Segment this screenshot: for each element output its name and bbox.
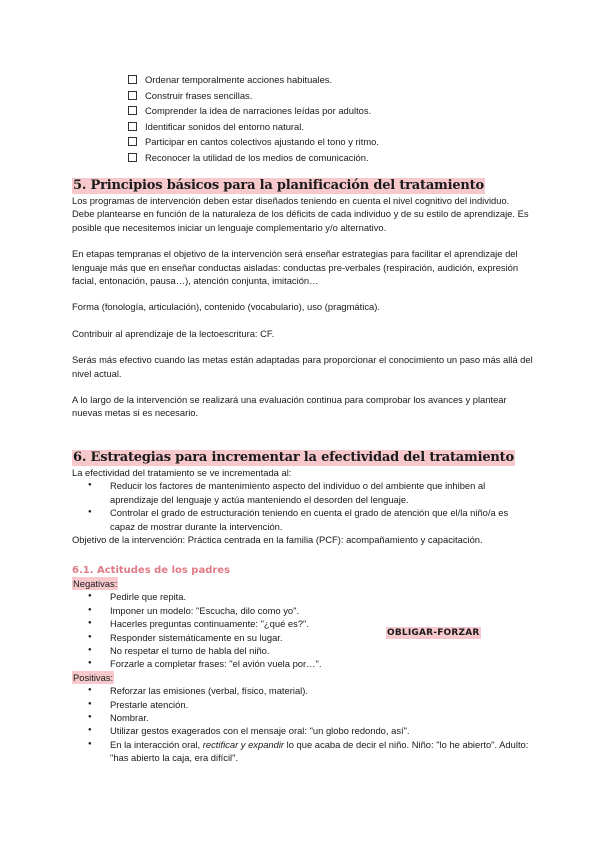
section-5-heading: 5. Principios básicos para la planificación del tratamiento	[73, 178, 484, 193]
section-6-intro: La efectividad del tratamiento se ve incrementada al:	[72, 467, 292, 478]
section-6-1-heading: 6.1. Actitudes de los padres	[72, 565, 231, 576]
list-item: ● No respetar el turno de habla del niño.	[72, 644, 534, 657]
checklist-item[interactable]	[128, 150, 448, 166]
positives-list	[72, 684, 534, 764]
checklist-item-text: Identificar sonidos del entorno natural.	[145, 120, 304, 132]
negatives-label: Negativas:	[73, 578, 118, 589]
checklist-item-text: Ordenar temporalmente acciones habituales.	[145, 74, 333, 86]
list-item: ● Imponer un modelo: "Escucha, dilo como yo".	[72, 604, 534, 617]
checklist-item-text: Comprender la idea de narraciones leídas por adultos.	[145, 105, 372, 117]
checklist-item-text: Participar en cantos colectivos ajustando el tono y ritmo.	[145, 136, 379, 148]
emphasis-text: rectificar y expandir	[202, 738, 285, 750]
section-5-paragraph: A lo largo de la intervención se realizará una evaluación continua para comprobar los avances y plantear nuevas metas si es necesario.	[72, 394, 507, 419]
section-6-objective: Objetivo de la intervención: Práctica centrada en la familia (PCF): acompañamiento y capacitación.	[72, 534, 483, 546]
list-item: ● Hacerles preguntas continuamente: "¿qué es?".	[72, 617, 534, 630]
list-item	[72, 738, 534, 765]
list-item: ● Prestarle atención.	[72, 698, 534, 711]
section-5-paragraph: Serás más efectivo cuando las metas están adaptadas para proporcionar el conocimiento un paso más allá del nivel actual.	[72, 354, 533, 379]
list-item: ● Reducir los factores de mantenimiento aspecto del individuo o del ambiente que inhiben al aprendizaje del lenguaje y actúa manteniendo el desorden del lenguaje.	[72, 479, 534, 506]
list-item: ● Pedirle que repita.	[72, 590, 534, 603]
section-5-paragraph: Contribuir al aprendizaje de la lectoescritura: CF.	[72, 327, 275, 339]
obligar-forzar-note: OBLIGAR-FORZAR	[387, 628, 480, 638]
section-6-bullet-list	[72, 479, 534, 533]
list-item: ● Reforzar las emisiones (verbal, físico, material).	[72, 684, 534, 697]
list-item: ● Controlar el grado de estructuración teniendo en cuenta el grado de atención que el/la niño/a es capaz de mostrar durante la intervención.	[72, 506, 534, 533]
section-6-1	[72, 563, 534, 765]
section-5	[72, 178, 534, 420]
section-5-paragraph: En etapas tempranas el objetivo de la intervención será enseñar estrategias para facilitar el aprendizaje del lenguaje más que en enseñar conductas aisladas: conductas pre-verbales (respiración, audición, expresión facial, entonación, pausa…), atención conjunta, imitación…	[72, 248, 519, 287]
checklist-item-text: Reconocer la utilidad de los medios de comunicación.	[145, 151, 369, 163]
checklist-item[interactable]	[128, 72, 448, 88]
checkbox-icon[interactable]	[128, 122, 137, 131]
bullet-text: lo que acaba de decir el niño. Niño: "lo he abierto". Adulto: "has abierto la caja, era difícil".	[110, 738, 529, 764]
checklist-item[interactable]	[128, 119, 448, 135]
checklist-item[interactable]	[128, 88, 448, 104]
checkbox-icon[interactable]	[128, 153, 137, 162]
checkbox-icon[interactable]	[128, 91, 137, 100]
checkbox-icon[interactable]	[128, 106, 137, 115]
checkbox-icon[interactable]	[128, 75, 137, 84]
positives-label: Positivas:	[73, 671, 114, 683]
checklist-item-text: Construir frases sencillas.	[145, 89, 253, 101]
list-item: ● Responder sistemáticamente en su lugar.	[72, 631, 534, 644]
checklist-item[interactable]	[128, 134, 448, 150]
section-5-paragraph: Los programas de intervención deben estar diseñados teniendo en cuenta el nivel cognitivo del individuo. Debe plantearse en función de la naturaleza de los déficits de cada individuo y de su estilo de aprendizaje. Es posible que necesitemos iniciar un lenguaje complementario y/o alternativo.	[72, 195, 529, 233]
list-item: ● Forzarle a completar frases: "el avión vuela por…".	[72, 657, 534, 670]
checkbox-icon[interactable]	[128, 137, 137, 146]
checklist-item[interactable]	[128, 103, 448, 119]
objectives-checklist	[128, 72, 448, 165]
section-6	[72, 450, 534, 546]
section-5-paragraph: Forma (fonología, articulación), contenido (vocabulario), uso (pragmática).	[72, 301, 380, 313]
list-item: ● Nombrar.	[72, 711, 534, 724]
list-item: ● Utilizar gestos exagerados con el mensaje oral: "un globo redondo, así".	[72, 724, 534, 737]
section-6-heading: 6. Estrategias para incrementar la efectividad del tratamiento	[73, 450, 514, 465]
bullet-text: En la interacción oral,	[110, 738, 203, 750]
